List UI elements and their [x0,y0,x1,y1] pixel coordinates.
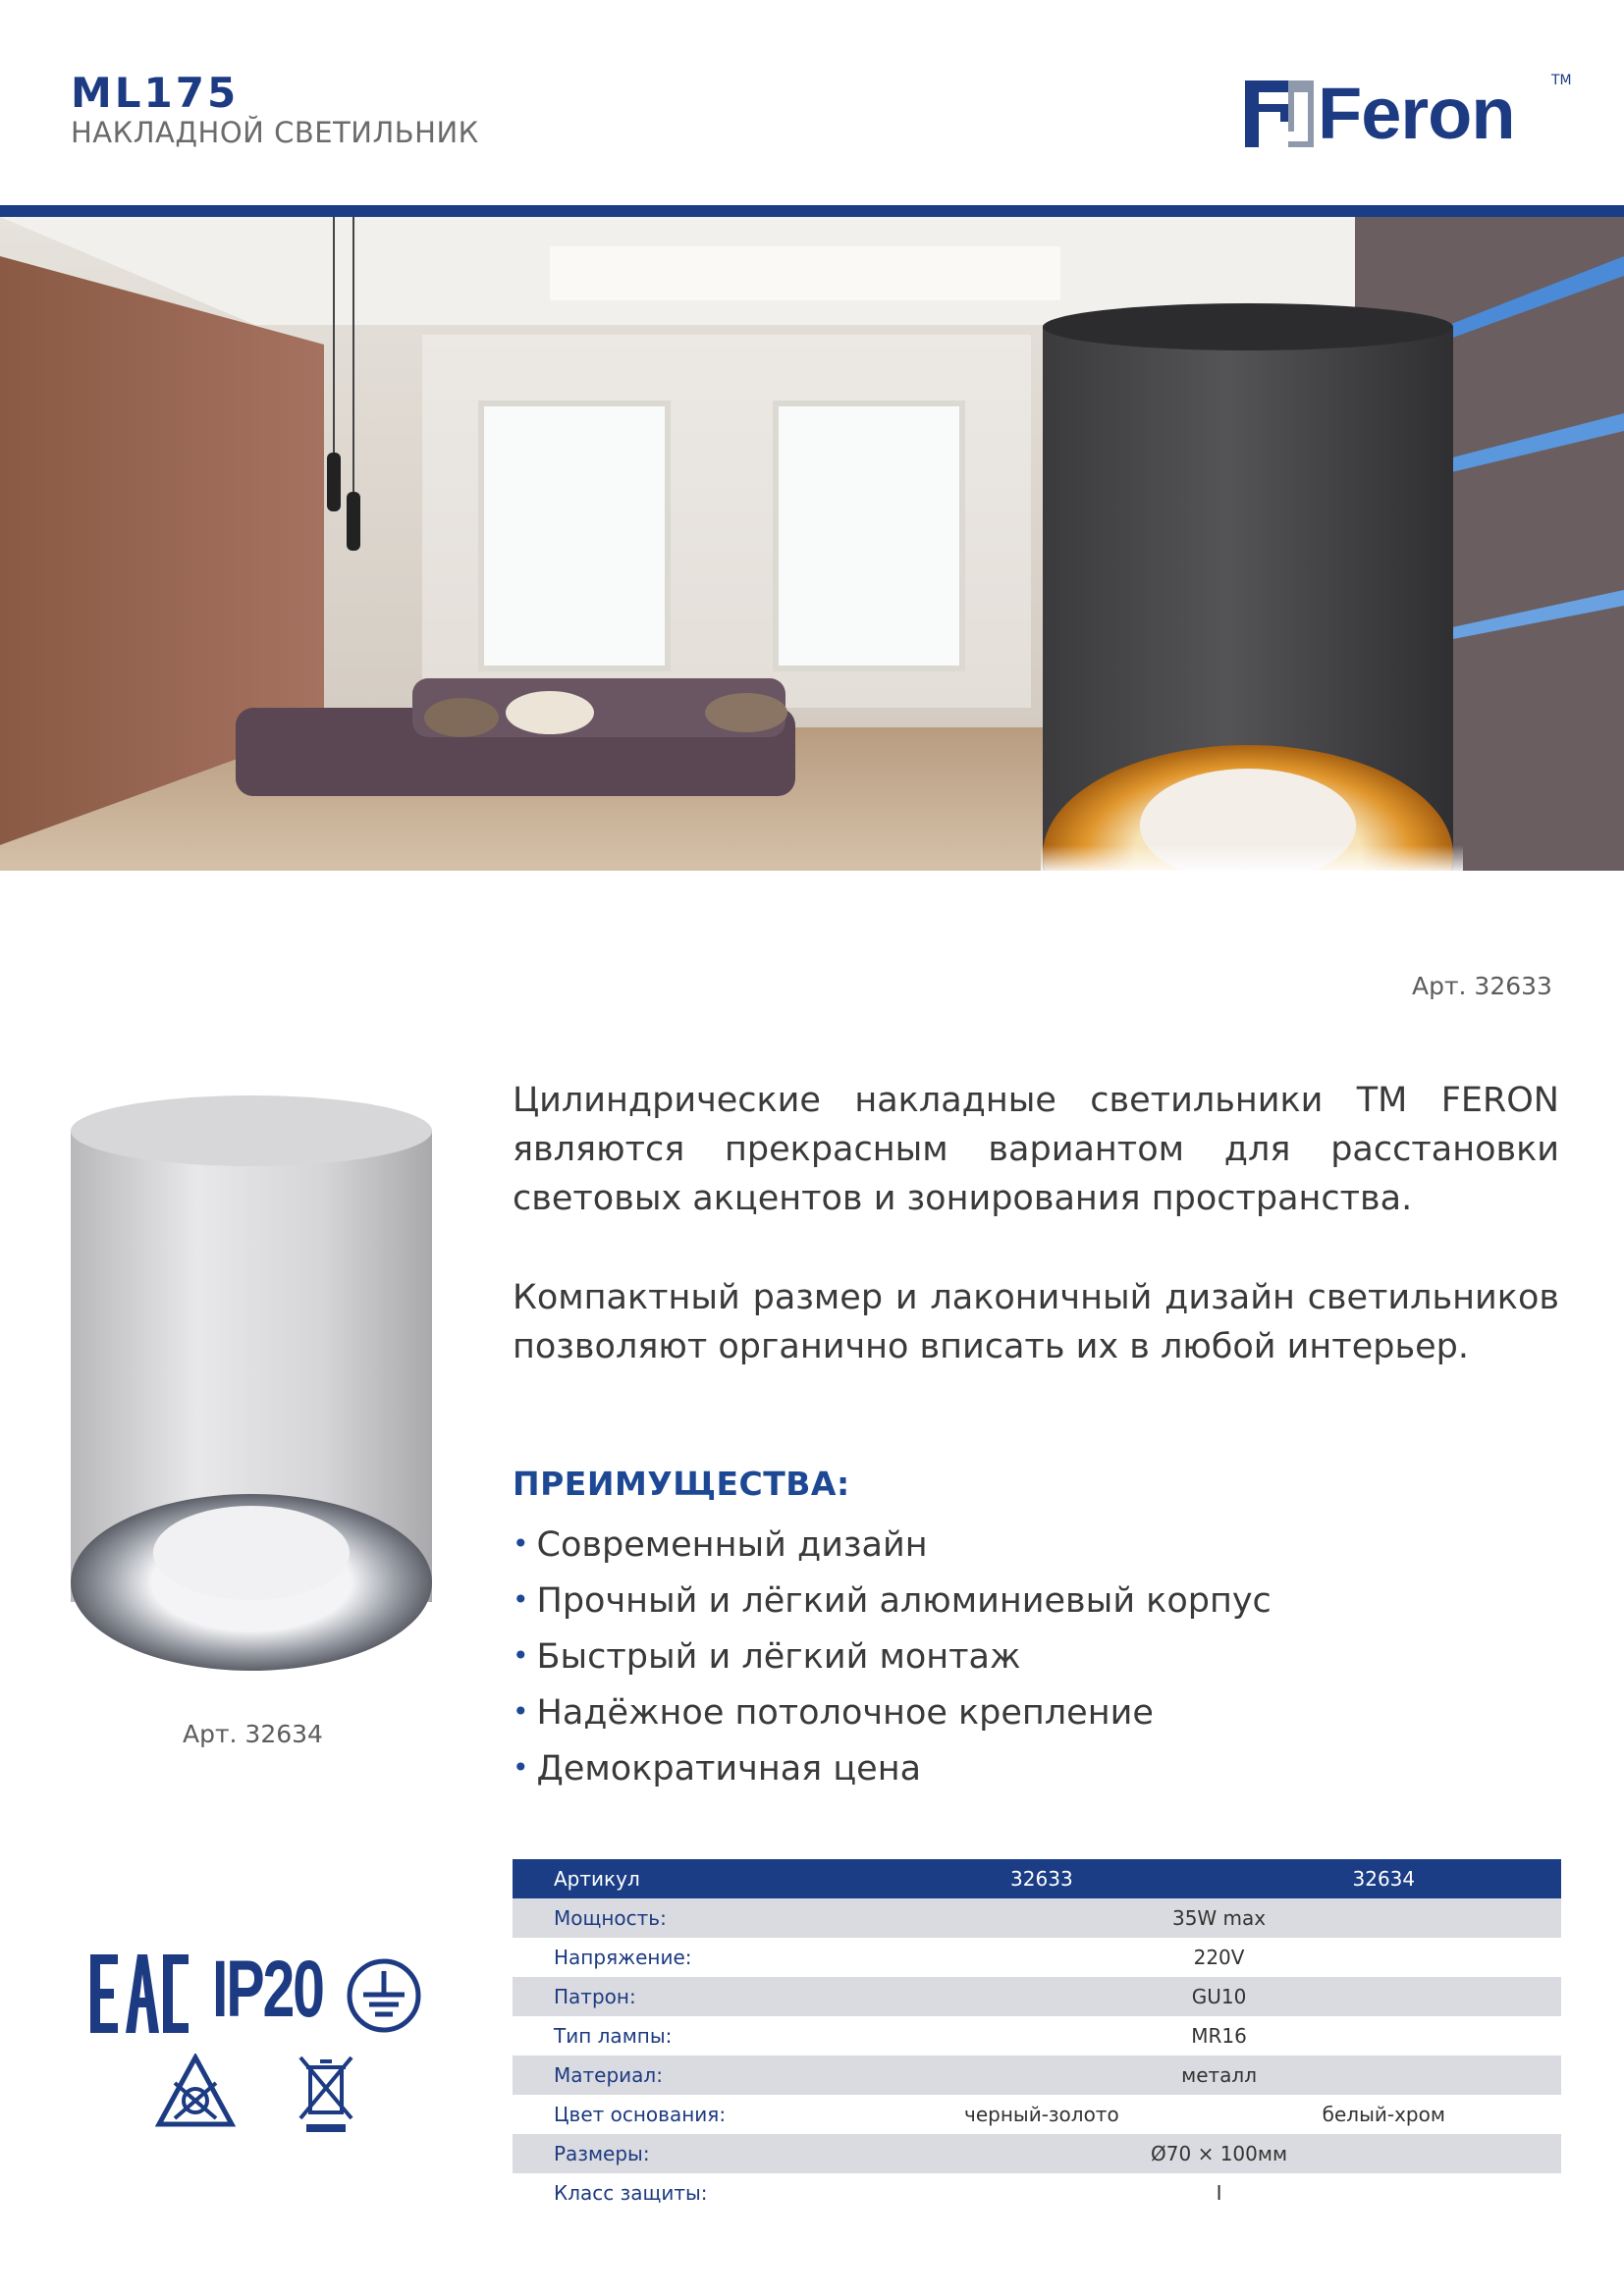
brand-name: Feron [1318,73,1515,154]
spec-row-voltage [513,1938,1561,1977]
description-paragraph-1: Цилиндрические накладные светильники ТМ FERON являются прекрасным вариантом для расстановки световых акцентов и зонирования пространства. [513,1081,1559,1218]
spec-row-lamp-type [513,2016,1561,2056]
spec-value: I [877,2173,1561,2213]
eac-icon [90,1954,189,2033]
brand-mark-icon [1245,80,1314,147]
spec-label: Материал: [513,2056,877,2095]
spec-value: MR16 [877,2016,1561,2056]
spec-row-socket [513,1977,1561,2016]
bullet-icon: • [513,1751,529,1784]
spec-value: металл [877,2056,1561,2095]
product-image-32634 [65,1092,438,1681]
spec-header-col-2: 32634 [1207,1859,1561,1898]
bullet-icon: • [513,1695,529,1728]
spec-value: GU10 [877,1977,1561,2016]
spec-value-col-1: черный-золото [877,2095,1207,2134]
advantage-item [513,1684,1272,1740]
spec-label: Размеры: [513,2134,877,2173]
advantage-item [513,1517,1272,1573]
spec-label: Класс защиты: [513,2173,877,2213]
crossed-bin-icon [297,2054,355,2134]
page-subtitle: НАКЛАДНОЙ СВЕТИЛЬНИК [71,116,479,149]
bullet-icon: • [513,1527,529,1560]
page-title: ML175 [71,69,240,117]
spec-label: Патрон: [513,1977,877,2016]
spec-row-protection-class [513,2173,1561,2213]
spec-label: Тип лампы: [513,2016,877,2056]
trademark-sign: TM [1551,73,1572,88]
advantage-item [513,1573,1272,1629]
spec-header-label: Артикул [513,1859,877,1898]
spec-label: Мощность: [513,1898,877,1938]
advantage-item [513,1740,1272,1796]
spec-table [513,1859,1561,2213]
brand-logo [1239,73,1573,155]
spec-header-col-1: 32633 [877,1859,1207,1898]
spec-label: Напряжение: [513,1938,877,1977]
ground-icon [346,1957,422,2034]
spec-table-header [513,1859,1561,1898]
advantage-text: Надёжное потолочное крепление [536,1693,1154,1733]
spec-row-power [513,1898,1561,1938]
ip-rating: IP20 [212,1945,323,2034]
advantages-list [513,1517,1272,1796]
spec-value-col-2: белый-хром [1207,2095,1561,2134]
advantages-heading: ПРЕИМУЩЕСТВА: [513,1465,850,1503]
description-paragraph-2: Компактный размер и лаконичный дизайн светильников позволяют органично вписать их в любой интерьер. [513,1278,1559,1366]
bullet-icon: • [513,1583,529,1616]
spec-row-base-color [513,2095,1561,2134]
spec-row-material [513,2056,1561,2095]
article-label-32633: Арт. 32633 [1412,972,1552,1000]
spec-value: 35W max [877,1898,1561,1938]
advantage-text: Прочный и лёгкий алюминиевый корпус [536,1581,1272,1621]
bullet-icon: • [513,1639,529,1672]
advantage-text: Быстрый и лёгкий монтаж [536,1637,1021,1677]
fragile-warning-icon [155,2054,236,2128]
advantage-text: Современный дизайн [536,1525,928,1565]
spec-row-dimensions [513,2134,1561,2173]
spec-value: Ø70 × 100мм [877,2134,1561,2173]
hero-interior-image [0,217,1624,871]
advantage-text: Демократичная цена [536,1749,922,1789]
header-band [0,205,1624,217]
spec-value: 220V [877,1938,1561,1977]
advantage-item [513,1629,1272,1684]
spec-label: Цвет основания: [513,2095,877,2134]
article-label-32634: Арт. 32634 [183,1720,323,1748]
